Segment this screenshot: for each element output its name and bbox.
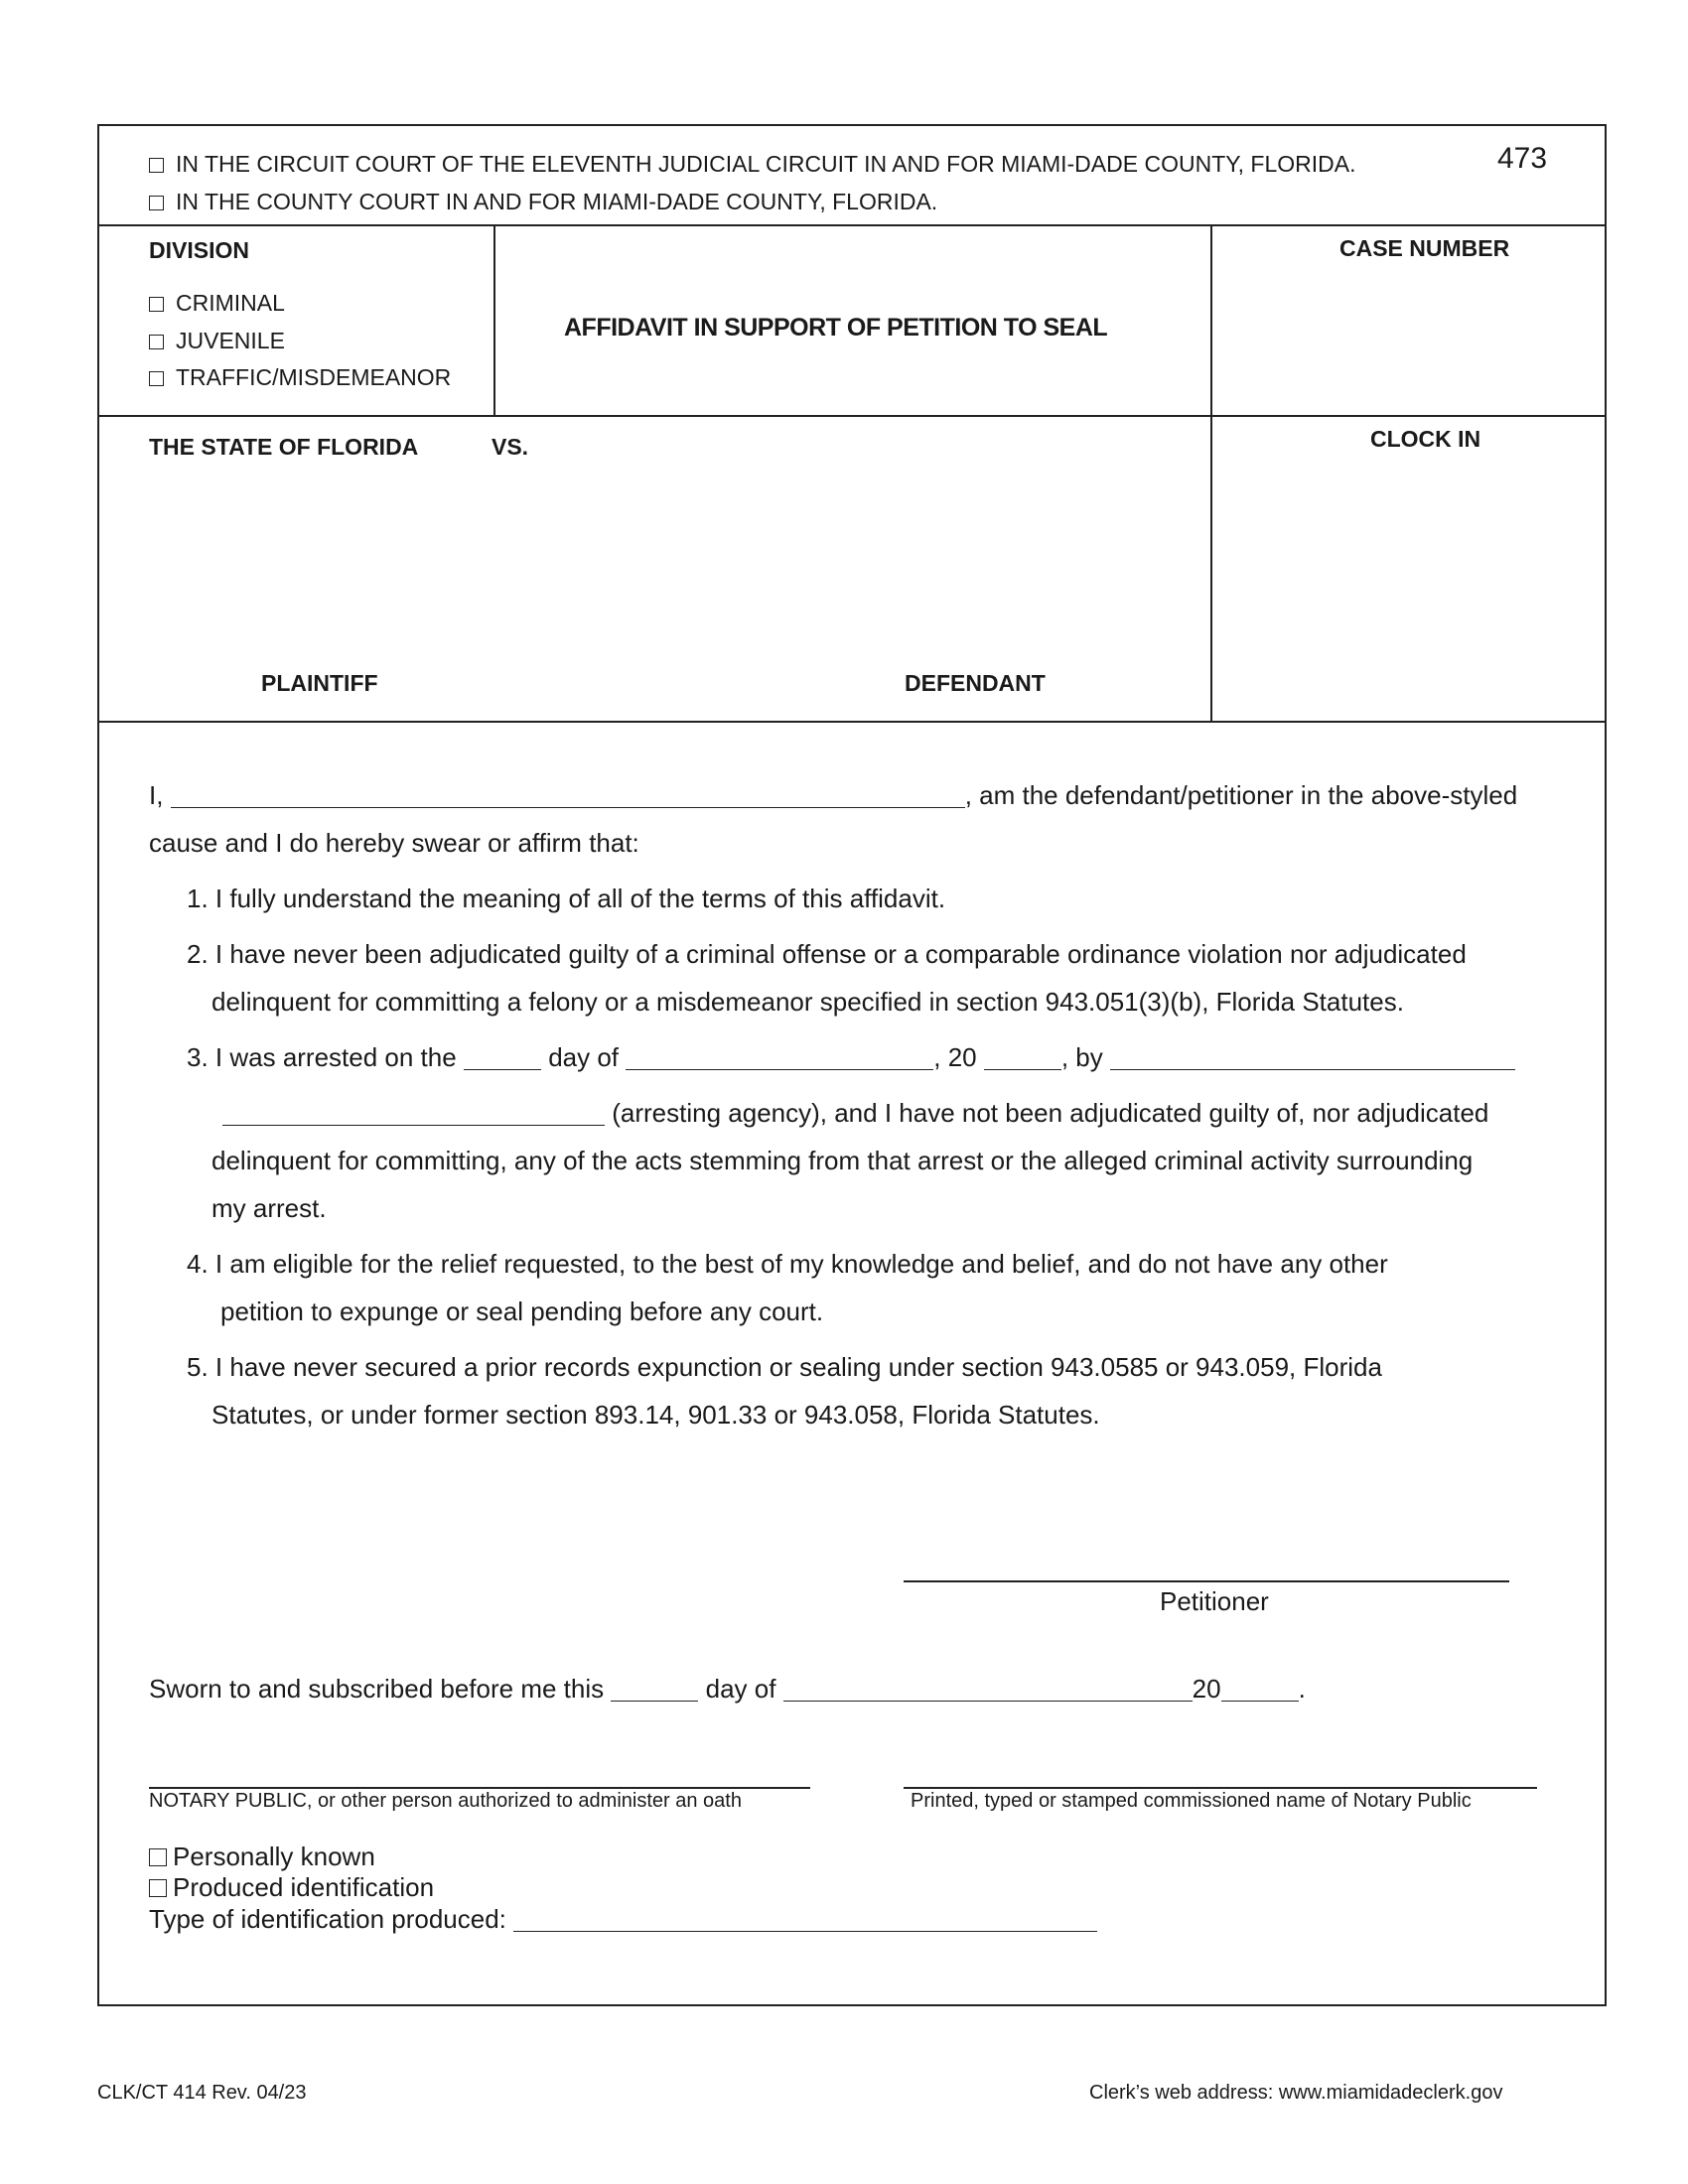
item-3-part-d: , by <box>1060 1042 1103 1072</box>
sworn-month-blank[interactable] <box>783 1677 1193 1702</box>
item-5-line2: Statutes, or under former section 893.14, 901.33 or 943.058, Florida Statutes. <box>211 1400 1100 1430</box>
arrest-month-blank[interactable] <box>626 1045 933 1070</box>
sworn-day-blank[interactable] <box>611 1677 698 1702</box>
divider-header <box>97 224 1607 226</box>
division-option-label: JUVENILE <box>176 328 285 353</box>
petitioner-signature-line[interactable] <box>904 1580 1509 1582</box>
divider-body <box>97 721 1607 723</box>
division-option-criminal[interactable] <box>149 290 285 317</box>
arrest-year-blank[interactable] <box>984 1045 1061 1070</box>
court-option-county-label: IN THE COUNTY COURT IN AND FOR MIAMI-DADE COUNTY, FLORIDA. <box>176 189 938 214</box>
arrest-day-blank[interactable] <box>464 1045 541 1070</box>
sworn-start: Sworn to and subscribed before me this <box>149 1674 605 1704</box>
form-title: AFFIDAVIT IN SUPPORT OF PETITION TO SEAL <box>564 314 1108 341</box>
item-3-line4: my arrest. <box>211 1193 327 1223</box>
id-type-label: Type of identification produced: <box>149 1904 506 1934</box>
division-label: DIVISION <box>149 237 249 263</box>
item-3-line2 <box>222 1100 1488 1126</box>
state-of-florida: THE STATE OF FLORIDA <box>149 434 419 460</box>
divider-right-column <box>1210 224 1212 721</box>
divider-parties <box>97 415 1607 417</box>
notary-name-line[interactable] <box>904 1787 1537 1789</box>
sworn-statement <box>149 1676 1306 1702</box>
plaintiff-label: PLAINTIFF <box>261 670 378 696</box>
divider-division <box>493 224 495 415</box>
item-3-line3: delinquent for committing, any of the acts stemming from that arrest or the alleged criminal activity surrounding <box>211 1146 1474 1175</box>
personally-known-option[interactable] <box>149 1843 375 1869</box>
produced-id-label: Produced identification <box>173 1872 435 1902</box>
arrested-by-blank[interactable] <box>1110 1045 1515 1070</box>
item-2-line2: delinquent for committing a felony or a misdemeanor specified in section 943.051(3)(b), Florida Statutes. <box>211 987 1404 1017</box>
clerk-web-address: Clerk’s web address: www.miamidadeclerk.gov <box>1089 2082 1503 2104</box>
notary-name-caption: Printed, typed or stamped commissioned name of Notary Public <box>911 1790 1472 1812</box>
notary-caption: NOTARY PUBLIC, or other person authorized to administer an oath <box>149 1790 742 1812</box>
affidavit-intro-line2: cause and I do hereby swear or affirm that: <box>149 828 639 858</box>
sworn-year: 20 <box>1192 1674 1221 1704</box>
checkbox-county[interactable] <box>149 196 164 210</box>
intro-start: I, <box>149 780 164 810</box>
item-3-part-a: 3. I was arrested on the <box>187 1042 457 1072</box>
sworn-day-of: day of <box>705 1674 776 1704</box>
affidavit-intro <box>149 782 1517 808</box>
checkbox-circuit[interactable] <box>149 158 164 173</box>
case-number-label: CASE NUMBER <box>1339 235 1510 261</box>
form-number: 473 <box>1497 142 1548 175</box>
produced-id-option[interactable] <box>149 1874 434 1900</box>
court-option-circuit[interactable] <box>149 151 1355 178</box>
sworn-year-blank[interactable] <box>1221 1677 1299 1702</box>
item-4-line2: petition to expunge or seal pending before any court. <box>220 1297 824 1326</box>
id-type-row <box>149 1906 1097 1932</box>
checkbox-criminal[interactable] <box>149 297 164 312</box>
petitioner-label: Petitioner <box>1160 1586 1269 1616</box>
personally-known-label: Personally known <box>173 1842 375 1871</box>
checkbox-produced-id[interactable] <box>149 1879 167 1897</box>
sworn-end: . <box>1298 1674 1306 1704</box>
item-5-line1: 5. I have never secured a prior records expunction or sealing under section 943.0585 or 943.059, Florida <box>187 1352 1382 1382</box>
item-3-part-c: , 20 <box>933 1042 977 1072</box>
item-2-line1: 2. I have never been adjudicated guilty of a criminal offense or a comparable ordinance violation nor adjudicated <box>187 939 1467 969</box>
defendant-label: DEFENDANT <box>905 670 1046 696</box>
court-option-county[interactable] <box>149 189 937 215</box>
item-4-line1: 4. I am eligible for the relief requested, to the best of my knowledge and belief, and do not have any other <box>187 1249 1388 1279</box>
id-type-blank[interactable] <box>513 1907 1097 1932</box>
division-option-label: TRAFFIC/MISDEMEANOR <box>176 364 452 390</box>
item-1: 1. I fully understand the meaning of all of the terms of this affidavit. <box>187 884 946 913</box>
arresting-agency-blank[interactable] <box>222 1101 605 1126</box>
intro-end: , am the defendant/petitioner in the above-styled <box>964 780 1518 810</box>
notary-signature-line[interactable] <box>149 1787 810 1789</box>
item-3-part-e: (arresting agency), and I have not been adjudicated guilty of, nor adjudicated <box>612 1098 1489 1128</box>
division-option-label: CRIMINAL <box>176 290 285 316</box>
form-code: CLK/CT 414 Rev. 04/23 <box>97 2082 307 2104</box>
item-3-line1 <box>187 1044 1515 1070</box>
checkbox-juvenile[interactable] <box>149 335 164 349</box>
court-option-circuit-label: IN THE CIRCUIT COURT OF THE ELEVENTH JUDICIAL CIRCUIT IN AND FOR MIAMI-DADE COUNTY, FLORIDA. <box>176 151 1356 177</box>
checkbox-traffic[interactable] <box>149 371 164 386</box>
vs-label: VS. <box>492 434 529 460</box>
clock-in-label: CLOCK IN <box>1370 426 1481 452</box>
name-blank[interactable] <box>171 783 965 808</box>
division-option-traffic[interactable] <box>149 364 451 391</box>
checkbox-personally-known[interactable] <box>149 1848 167 1866</box>
item-3-part-b: day of <box>548 1042 620 1072</box>
division-option-juvenile[interactable] <box>149 328 285 354</box>
